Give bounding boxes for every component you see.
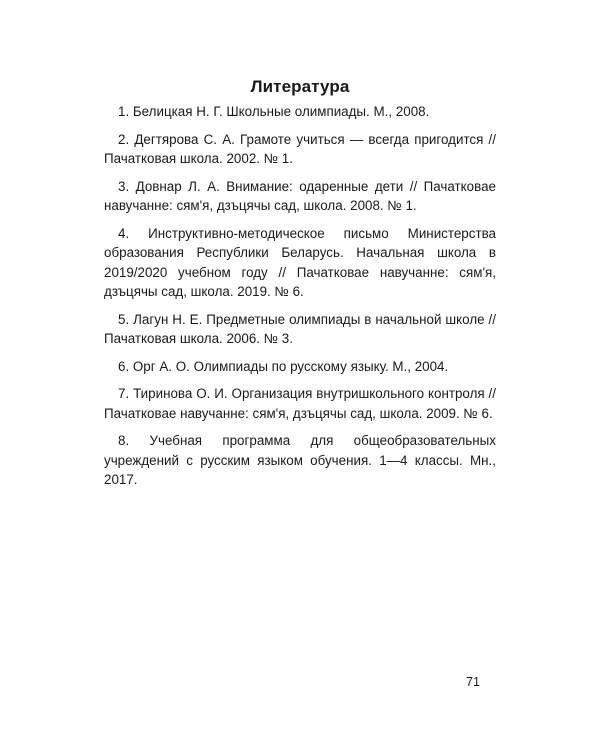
- reference-item: 7. Тиринова О. И. Организация внутришкольного контроля // Пачатковае навучанне: сям'я, дзъцячы сад, школа. 2009. № 6.: [104, 386, 496, 421]
- page-number: 71: [466, 675, 480, 689]
- page-title: Литература: [250, 77, 350, 96]
- reference-item: 1. Белицкая Н. Г. Школьные олимпиады. М., 2008.: [118, 104, 430, 119]
- reference-list: [104, 102, 496, 498]
- reference-item: 6. Орг А. О. Олимпиады по русскому языку. М., 2004.: [118, 358, 449, 374]
- reference-item: 3. Довнар Л. А. Внимание: одаренные дети // Пачатковае навучанне: сям'я, дзъцячы сад, школа. 2008. № 1.: [104, 178, 496, 213]
- reference-item: 8. Учебная программа для общеобразовательных учреждений с русским языком обучения. 1—4 классы. Мн., 2017.: [104, 433, 496, 487]
- reference-item: 2. Дегтярова С. А. Грамоте учиться — всегда пригодится // Пачатковая школа. 2002. № 1.: [104, 131, 496, 166]
- reference-item: 5. Лагун Н. Е. Предметные олимпиады в начальной школе // Пачатковая школа. 2006. № 3.: [104, 311, 496, 346]
- reference-item: 4. Инструктивно-методическое письмо Министерства образования Республики Беларусь. Начальная школа в 2019/2020 учебном году // Пачатковае навучанне: сям'я, дзъцячы сад, школа. 2019. № 6.: [104, 225, 496, 299]
